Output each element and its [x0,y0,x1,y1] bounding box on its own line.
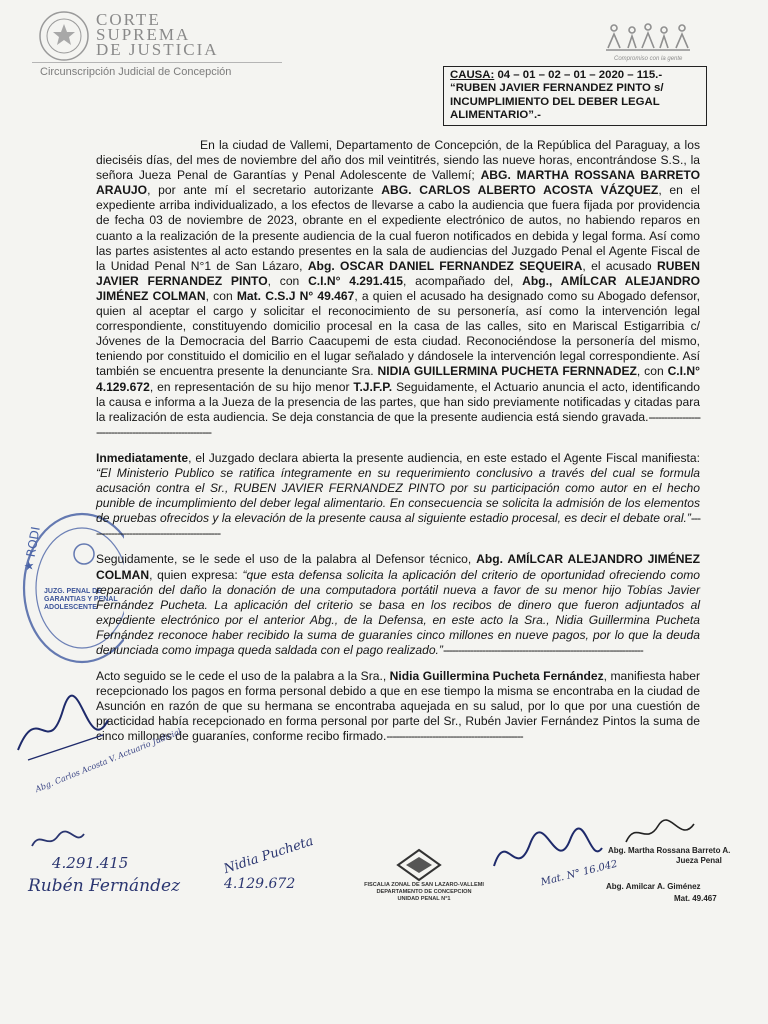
text: Acto seguido se le cede el uso de la palabra a la Sra., [96,669,387,684]
lead-word: Inmediatamente [96,450,189,465]
defender-mat-label: Mat. 49.467 [674,894,717,903]
fiscalia-line1: FISCALIA ZONAL DE SAN LAZARO-VALLEMI [364,882,484,888]
accused-signature [28,826,88,854]
svg-text:★ RODI: ★ RODI [21,525,43,573]
text: , por ante mí el secretario autorizante [147,183,374,198]
document-body [96,138,700,756]
paragraph-fiscal [96,451,700,542]
causa-box [443,66,707,126]
fiscal-name: Abg. OSCAR DANIEL FERNANDEZ SEQUEIRA [307,258,583,273]
text: , acompañado del, [403,273,514,288]
victim-ci-handwritten: 4.129.672 [224,876,296,892]
header-divider [32,62,282,63]
causa-title: “RUBEN JAVIER FERNANDEZ PINTO s/ INCUMPLIMIENTO DEL DEBER LEGAL ALIMENTARIO”.- [450,82,664,122]
victim-ci: C.I.N° 4.129.672 [96,364,700,394]
court-line2: SUPREMA [96,25,191,44]
text: , en representación de su hijo menor [149,379,350,394]
dash-filler: ------------------------------------------------------- [96,409,700,439]
victim-name-handwritten: Nidia Pucheta [221,833,316,878]
court-name [96,12,219,57]
judge-signature [620,816,700,850]
fiscalia-line3: UNIDAD PENAL N°1 [397,896,451,902]
paragraph-opening [96,138,700,440]
defender-mat: Mat. C.S.J N° 49.467 [236,288,355,303]
defender-label: Abg. Amilcar A. Giménez [606,882,701,891]
fiscal-quote: “El Ministerio Publico se ratifica íntegramente en su requerimiento conclusivo a través del cual se formula acusación contra el Sr., RUBEN JAVIER FERNANDEZ PINTO por su participación como autor en el hecho punible de incumplimiento del deber legal alimentario. En consecuencia se solicita la admisión de los elementos de pruebas ofrecidos y la elevación de la presente causa al siguiente estadio procesal, es decir el debate oral.” [96,465,700,526]
fiscalia-line2: DEPARTAMENTO DE CONCEPCION [376,889,472,895]
dash-filler: ------------------------------------------------------------------ [442,643,643,657]
accused-ci-handwritten: 4.291.415 [52,854,129,872]
judge-name: ABG. MARTHA ROSSANA BARRETO ARAUJO [96,168,700,198]
text: , en el expediente arriba individualizado, a los efectos de llevarse a cabo la audiencia que fuera fijada por providencia de fecha 03 de noviembre de 2023, obrante en el expediente electrónico de autos, no habiendo reparos en cuanto a la realización de la presente audiencia de la cual fueron notificados en debida y legal forma. Así como las partes asistentes al acto estando presentes en la sala de audiencias del Juzgado Penal el Agente Fiscal de la Unidad Penal N°1 de San Lázaro, [96,183,700,273]
fiscalia-label [344,882,504,903]
minor-initials: T.J.F.P. [353,379,393,394]
text: , con [267,273,300,288]
dash-filler: -------------------------------------------- [96,511,700,541]
text: Seguidamente, el Actuario anuncia el acto, identificando la causa e informa a la Jueza de la presencia de las partes, que han sido previamente notificadas y citadas para la realización de esta audiencia. Se deja constancia de que la presente audiencia está siendo gravada. [96,379,700,424]
text: , a quien el acusado ha designado como su Abogado defensor, quien al aceptar el cargo y solicitar el reconocimiento de su personería, así como la intervención legal correspondiente, constituyendo domicilio procesal en la casa de las calles, sito en Mariscal Estigarribia c/ Jóvenes de la Democracia del Barrio Caacupemi de esta ciudad. Reconociéndose la personería del mismo, teniendo por constituido el domicilio en el lugar señalado y dándosele la intervención legal correspondiente. Así también se encuentra presente la denunciante Sra. [96,288,700,379]
defense-quote: “que esta defensa solicita la aplicación del criterio de oportunidad ofreciendo como reparación del daño la donación de una computadora portátil nueva a favor de su menor hijo Tobías Javier Fernández Pucheta. La aplicación del criterio se basa en los recibos de dinero que fueron adjuntados al expediente electrónico por el anterior Abg., de la Defensa, en este acto la Sra., Nidia Guillermina Pucheta Fernández reconoce haber recibido la suma de guaraníes cinco millones en nueve pagos, por lo que la deuda denunciada como impaga queda saldada con el pago realizado.” [96,567,700,657]
court-line1: CORTE [96,10,161,29]
defender-name: Abg. AMÍLCAR ALEJANDRO JIMÉNEZ COLMAN [96,552,700,582]
causa-number: 04 – 01 – 02 – 01 – 2020 – 115.- [497,69,663,81]
actuario-label: Abg. Carlos Acosta V. Actuario Judicial [34,727,183,794]
court-line3: DE JUSTICIA [96,40,219,59]
text: , el Juzgado declara abierta la presente audiencia, en este estado el Agente Fiscal manifiesta: [188,450,700,465]
paragraph-victim [96,669,700,744]
stamp-line3: ADOLESCENTE [44,604,97,611]
text: , con [636,364,664,379]
paragraph-defense [96,552,700,658]
text: , el acusado [582,258,652,273]
text: , con [205,288,233,303]
causa-label: CAUSA: [450,69,495,81]
judge-role: Jueza Penal [676,856,722,865]
circunscripcion-label: Circunscripción Judicial de Concepción [40,66,232,78]
accused-name-handwritten: Rubén Fernández [28,876,181,896]
defender-name: Abg., AMÍLCAR ALEJANDRO JIMÉNEZ COLMAN [96,273,700,303]
stamp-line2: GARANTIAS Y PENAL [44,596,118,603]
text: En la ciudad de Vallemi, Departamento de Concepción, de la República del Paraguay, a los dieciséis días, del mes de noviembre del año dos mil veintitrés, siendo las nueve horas, encontrándose S.S., la señora Jueza Penal de Garantías y Penal Adolescente de Vallemí; [96,138,700,183]
tagline: Compromiso con la gente [614,56,683,62]
fiscalia-logo [396,848,442,882]
fiscal-mat: Mat. N° 16.042 [539,858,619,889]
victim-name: Nidia Guillermina Pucheta Fernández [389,669,604,684]
court-seal-logo [38,10,90,62]
accused-name: RUBEN JAVIER FERNANDEZ PINTO [96,258,700,288]
victim-name: NIDIA GUILLERMINA PUCHETA FERNNADEZ [377,364,637,379]
stamp-line1: JUZG. PENAL DE [44,588,102,595]
text: Seguidamente, se le sede el uso de la palabra al Defensor técnico, [96,552,472,567]
accused-ci: C.I.N° 4.291.415 [308,273,404,288]
text: , manifiesta haber recepcionado los pagos en forma personal debido a que en ese tiempo la misma se encontraba en la ciudad de Asunción en razón de que su hermana se encontraba aquejada en su salud, por lo que por una cuestión de practicidad había recepcionado en forma personal por parte del Sr., Rubén Javier Fernández Pintos la suma de cinco millones de guaraníes, conforme recibo firmado. [96,669,700,744]
secretary-name: ABG. CARLOS ALBERTO ACOSTA VÁZQUEZ [381,183,659,198]
people-group-logo [602,20,694,54]
text: , quien expresa: [149,567,238,582]
judge-label: Abg. Martha Rossana Barreto A. [608,846,731,855]
dash-filler: --------------------------------------------- [386,729,523,744]
